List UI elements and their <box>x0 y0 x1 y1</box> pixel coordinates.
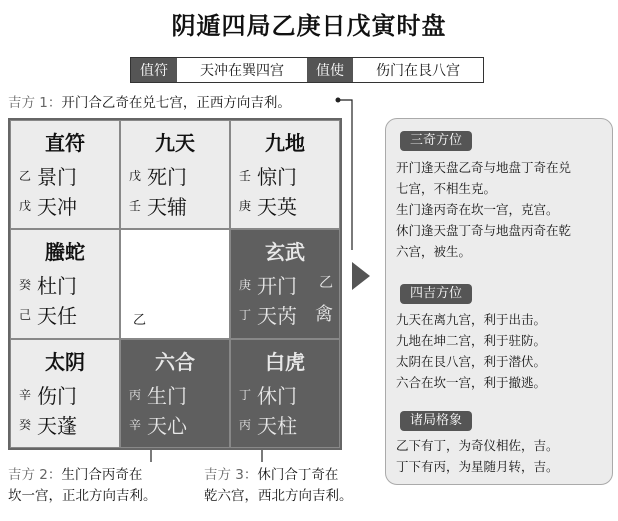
panel-line: 生门逢丙奇在坎一宫，克宫。 <box>396 202 559 217</box>
qimen-grid <box>8 118 342 450</box>
note-2-line1: 生门合丙奇在 <box>61 467 143 483</box>
star: 天蓬 <box>37 413 77 438</box>
section-header-zhuju: 诸局格象 <box>400 411 472 431</box>
section-header-sanqi: 三奇方位 <box>400 131 472 151</box>
palace-god: 太阴 <box>45 349 85 374</box>
door: 杜门 <box>37 274 77 299</box>
panel-line: 九地在坤二宫，利于驻防。 <box>396 333 547 348</box>
earth-stem: 戊 <box>129 169 142 183</box>
palace-6 <box>230 339 340 448</box>
info-panel <box>385 118 613 485</box>
palace-god: 螣蛇 <box>45 240 85 265</box>
note-2-key: 吉方 2： <box>8 467 62 483</box>
door: 生门 <box>147 383 187 408</box>
note-3 <box>204 465 353 507</box>
arrow-right-icon <box>352 262 370 290</box>
panel-line: 乙下有丁，为奇仪相佐，吉。 <box>396 438 559 453</box>
earth-stem: 癸 <box>19 278 32 293</box>
note-3-line2: 乾六宫，西北方向吉利。 <box>204 488 353 504</box>
extra-star: 禽 <box>315 304 333 326</box>
heaven-stem: 庚 <box>239 199 252 213</box>
heaven-stem: 丁 <box>239 308 252 323</box>
door: 开门 <box>257 274 297 299</box>
door: 景门 <box>37 165 77 189</box>
panel-line: 休门逢天盘丁奇与地盘丙奇在乾 <box>396 223 572 238</box>
section-text-zhuju <box>396 435 604 477</box>
heaven-stem: 己 <box>19 308 32 323</box>
page-title: 阴遁四局乙庚日戊寅时盘 <box>171 12 447 40</box>
earth-stem: 辛 <box>19 387 32 402</box>
panel-line: 太阴在艮八宫，利于潜伏。 <box>396 354 547 369</box>
palace-7 <box>230 229 340 338</box>
section-text-siji <box>396 309 604 393</box>
earth-stem: 丙 <box>129 387 142 402</box>
section-text-sanqi <box>396 157 604 262</box>
palace-god: 六合 <box>155 349 195 374</box>
palace-god: 直符 <box>45 131 85 155</box>
star: 天辅 <box>147 195 187 219</box>
earth-stem: 丁 <box>239 387 252 402</box>
palace-1 <box>120 339 230 448</box>
zhifu-label: 值符 <box>131 58 177 82</box>
palace-god: 白虎 <box>265 349 305 374</box>
palace-4 <box>10 120 120 229</box>
panel-line: 六合在坎一宫，利于撤逃。 <box>396 375 547 390</box>
star: 天冲 <box>37 195 77 219</box>
door: 伤门 <box>37 383 77 408</box>
zhishi-value: 伤门在艮八宫 <box>353 58 483 82</box>
panel-line: 开门逢天盘乙奇与地盘丁奇在兑 <box>396 160 572 175</box>
panel-line: 七宫，不相生克。 <box>396 181 497 196</box>
heaven-stem: 癸 <box>19 417 32 432</box>
extra-stem: 乙 <box>319 275 333 292</box>
note-2-line2: 坎一宫，正北方向吉利。 <box>8 488 157 504</box>
earth-stem: 乙 <box>19 169 32 183</box>
star: 天英 <box>257 195 297 219</box>
note-2 <box>8 465 157 507</box>
earth-stem: 庚 <box>239 278 252 293</box>
door: 死门 <box>147 165 187 189</box>
heaven-stem: 辛 <box>129 417 142 432</box>
panel-line: 六宫，被生。 <box>396 244 472 259</box>
palace-8 <box>10 339 120 448</box>
door: 休门 <box>257 383 297 408</box>
door: 惊门 <box>257 165 297 189</box>
star: 天心 <box>147 413 187 438</box>
note-1-key: 吉方 1： <box>8 95 62 111</box>
panel-line: 九天在离九宫，利于出击。 <box>396 312 547 327</box>
star: 天柱 <box>257 413 297 438</box>
palace-3 <box>10 229 120 338</box>
note-3-key: 吉方 3： <box>204 467 258 483</box>
star: 天任 <box>37 304 77 329</box>
section-header-siji: 四吉方位 <box>400 284 472 304</box>
palace-god: 九天 <box>155 131 195 155</box>
heaven-stem: 丙 <box>239 417 252 432</box>
star: 天芮 <box>257 304 297 329</box>
note-3-line1: 休门合丁奇在 <box>257 467 339 483</box>
heaven-stem: 戊 <box>19 199 32 213</box>
panel-line: 丁下有丙，为星随月转，吉。 <box>396 459 559 474</box>
zhifu-value: 天冲在巽四宫 <box>177 58 307 82</box>
palace-5-center <box>120 229 230 338</box>
connector-dot-1 <box>336 98 341 103</box>
earth-stem: 壬 <box>239 169 252 183</box>
palace-god: 玄武 <box>265 240 305 265</box>
heaven-stem: 壬 <box>129 199 142 213</box>
center-stem: 乙 <box>133 312 147 328</box>
palace-9 <box>120 120 230 229</box>
note-1-text: 开门合乙奇在兑七宫，正西方向吉利。 <box>61 95 291 111</box>
zhishi-label: 值使 <box>307 58 353 82</box>
palace-god: 九地 <box>265 131 305 155</box>
palace-2 <box>230 120 340 229</box>
